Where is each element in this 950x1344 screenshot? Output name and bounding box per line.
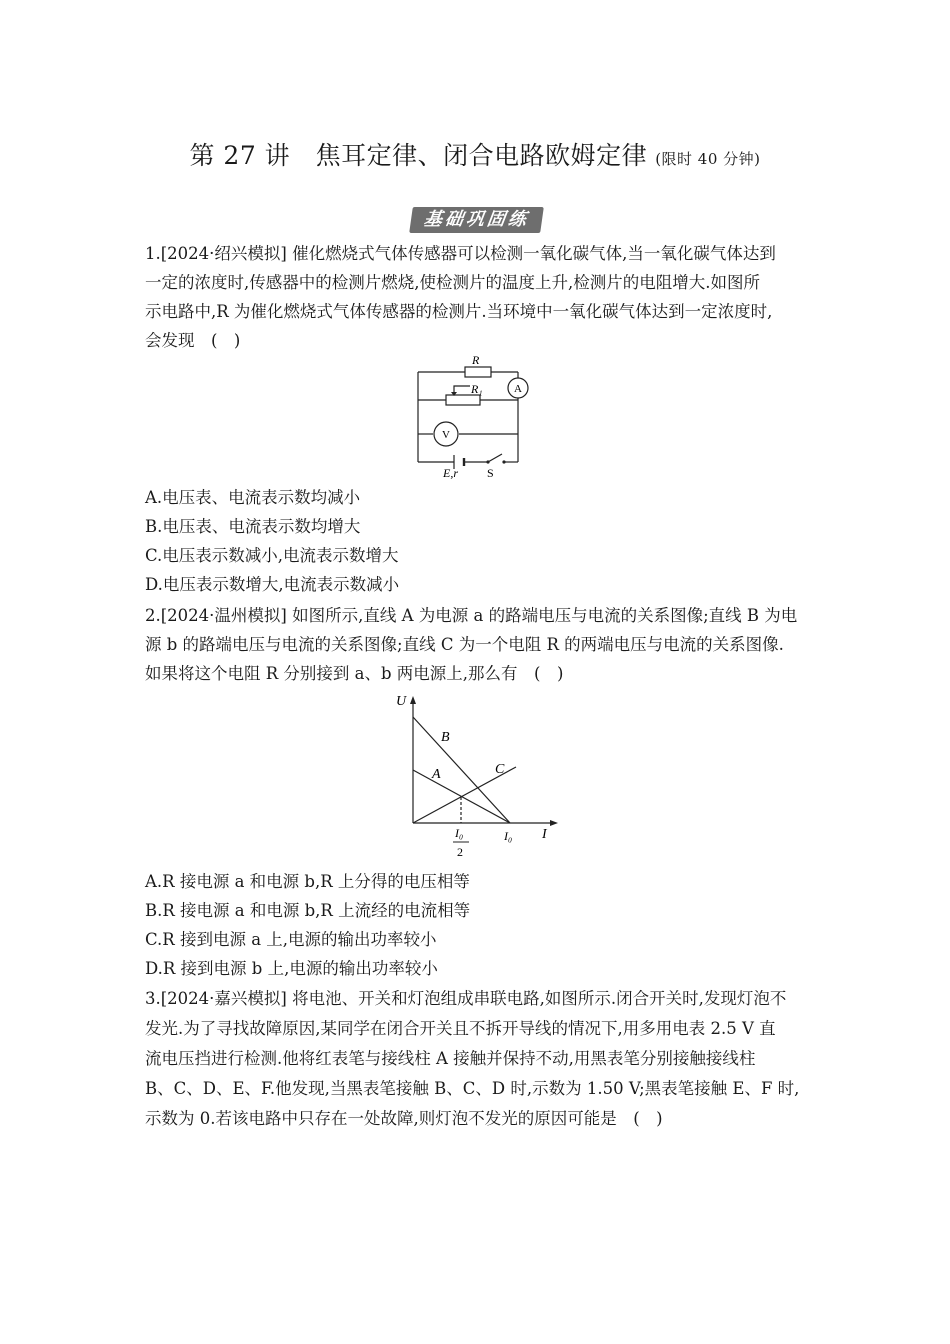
q2-option-a[interactable]: A.R 接电源 a 和电源 b,R 上分得的电压相等 bbox=[145, 872, 470, 891]
q2-option-d[interactable]: D.R 接到电源 b 上,电源的输出功率较小 bbox=[145, 959, 438, 978]
q2-line-1: 2.[2024·温州模拟] 如图所示,直线 A 为电源 a 的路端电压与电流的关系图像;直线 B 为电 bbox=[145, 606, 798, 625]
resistor-r-symbol bbox=[465, 367, 491, 377]
axis-label-i: I bbox=[542, 827, 547, 842]
tick-half-denominator: 2 bbox=[457, 845, 463, 859]
label-line-b: B bbox=[441, 730, 450, 745]
axis-label-u: U bbox=[396, 694, 407, 709]
q3-line-4: B、C、D、E、F.他发现,当黑表笔接触 B、C、D 时,示数为 1.50 V;黑表笔接触 E、F 时, bbox=[145, 1079, 800, 1098]
q1-option-c[interactable]: C.电压表示数减小,电流表示数增大 bbox=[145, 546, 399, 565]
tick-i0: I₀ bbox=[504, 829, 513, 843]
q2-ui-graph bbox=[392, 690, 562, 865]
q1-option-a[interactable]: A.电压表、电流表示数均减小 bbox=[145, 488, 361, 507]
label-line-c: C bbox=[495, 762, 505, 777]
label-voltmeter: V bbox=[442, 429, 450, 441]
label-r: R bbox=[472, 353, 480, 367]
q1-line-2: 一定的浓度时,传感器中的检测片燃烧,使检测片的温度上升,检测片的电阻增大.如图所 bbox=[145, 273, 760, 292]
q2-option-c[interactable]: C.R 接到电源 a 上,电源的输出功率较小 bbox=[145, 930, 437, 949]
q1-line-1: 1.[2024·绍兴模拟] 催化燃烧式气体传感器可以检测一氧化碳气体,当一氧化碳气体达到 bbox=[145, 244, 776, 263]
q1-option-b[interactable]: B.电压表、电流表示数均增大 bbox=[145, 517, 361, 536]
q1-line-4: 会发现 ( ) bbox=[145, 331, 241, 350]
label-r1: R₁ bbox=[471, 382, 483, 396]
label-line-a: A bbox=[432, 767, 441, 782]
q1-option-d[interactable]: D.电压表示数增大,电流表示数减小 bbox=[145, 575, 400, 594]
q3-line-5: 示数为 0.若该电路中只存在一处故障,则灯泡不发光的原因可能是 ( ) bbox=[145, 1109, 663, 1128]
q3-line-3: 流电压挡进行检测.他将红表笔与接线柱 A 接触并保持不动,用黑表笔分别接触接线柱 bbox=[145, 1049, 756, 1068]
q2-option-b[interactable]: B.R 接电源 a 和电源 b,R 上流经的电流相等 bbox=[145, 901, 471, 920]
q1-line-3: 示电路中,R 为催化燃烧式气体传感器的检测片.当环境中一氧化碳气体达到一定浓度时, bbox=[145, 302, 773, 321]
label-ammeter: A bbox=[514, 383, 522, 395]
tick-half-numerator: I₀ bbox=[455, 826, 464, 840]
lecture-title: 第 27 讲 焦耳定律、闭合电路欧姆定律 bbox=[189, 141, 648, 170]
q3-line-1: 3.[2024·嘉兴模拟] 将电池、开关和灯泡组成串联电路,如图所示.闭合开关时,发现灯泡不 bbox=[145, 989, 787, 1008]
label-source: E,r bbox=[443, 466, 458, 480]
section-badge: 基础巩固练 bbox=[409, 207, 544, 233]
q2-line-3: 如果将这个电阻 R 分别接到 a、b 两电源上,那么有 ( ) bbox=[145, 664, 564, 683]
q3-line-2: 发光.为了寻找故障原因,某同学在闭合开关且不拆开导线的情况下,用多用电表 2.5 V 直 bbox=[145, 1019, 776, 1038]
q1-circuit-diagram bbox=[410, 352, 540, 480]
rheostat-r1-symbol bbox=[446, 395, 480, 405]
q2-line-2: 源 b 的路端电压与电流的关系图像;直线 C 为一个电阻 R 的两端电压与电流的关系图像. bbox=[145, 635, 784, 654]
time-limit: (限时 40 分钟) bbox=[655, 150, 761, 168]
page-title bbox=[0, 136, 950, 172]
label-switch: S bbox=[487, 466, 494, 480]
